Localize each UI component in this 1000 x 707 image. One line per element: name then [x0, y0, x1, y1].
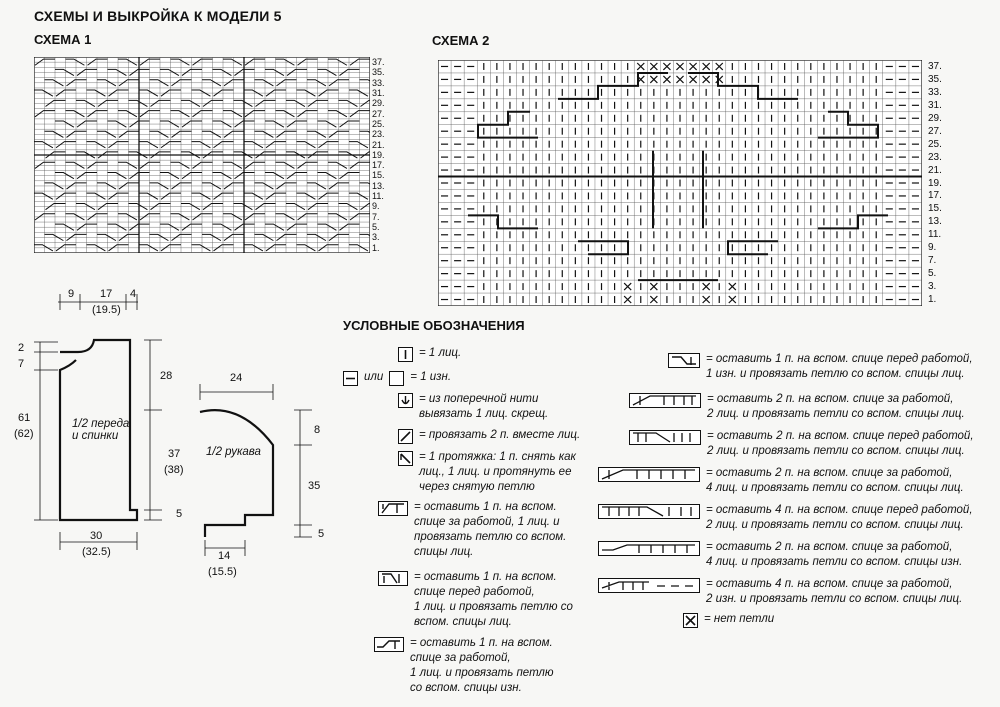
legend-no-stitch — [683, 612, 774, 628]
schema2-row-label: 37. — [928, 61, 942, 72]
schema2-row-label: 11. — [928, 229, 942, 241]
schema2-row-label: 29. — [928, 112, 942, 124]
schema1-row-label: 1. — [372, 242, 380, 253]
schema2-row-labels — [928, 60, 964, 306]
schema1-row-labels — [372, 57, 396, 253]
sleeve-dim-right-b: 35 — [308, 480, 321, 492]
schema1-row-label: 15. — [372, 170, 385, 181]
schema2-row-label: 31. — [928, 99, 942, 111]
schema2-row-label: 7. — [928, 255, 937, 267]
cross-2-front-2knit-icon — [629, 430, 701, 445]
schema1-row-label: 27. — [372, 108, 385, 119]
legend-cross4-front-text: = оставить 4 п. на вспом. спице перед работой, 2 лиц. и провязать петли со вспом. спицы лиц. — [706, 504, 973, 531]
dim-right-b-alt: (38) — [164, 464, 184, 476]
dim-top-b-alt: (19.5) — [92, 304, 121, 316]
cross-1-back-purl-icon — [374, 637, 404, 652]
legend-no-stitch-text: = нет петли — [704, 613, 775, 625]
legend-twisted-text: = из поперечной нити вывязать 1 лиц. скрещ. — [419, 393, 549, 420]
dim-right-c: 5 — [176, 508, 183, 520]
schema2-row-label: 21. — [928, 164, 942, 176]
dim-right-b: 37 — [168, 448, 181, 460]
legend-cross1-back-purl — [374, 636, 554, 696]
schema2-row-label: 19. — [928, 177, 942, 189]
dim-left-total: 61 — [18, 412, 31, 424]
dim-top-b: 17 — [100, 288, 113, 300]
schema1-row-label: 21. — [372, 139, 385, 150]
schema2-row-label: 13. — [928, 216, 942, 228]
schema1-row-label: 5. — [372, 222, 380, 233]
schema1-row-label: 23. — [372, 129, 385, 140]
schema2-row-label: 3. — [928, 281, 937, 293]
cross-2-back-4knit-icon — [598, 467, 700, 482]
schema2-row-label: 25. — [928, 138, 942, 150]
legend-k2tog — [398, 428, 580, 444]
legend-cross2-back-text: = оставить 2 п. на вспом. спице за работой, 2 лиц. и провязать петли со вспом. спицы лиц. — [707, 393, 965, 420]
schema1-row-label: 13. — [372, 180, 385, 191]
cross-4-back-2purl-icon — [598, 578, 700, 593]
dim-top-c: 4 — [130, 288, 137, 300]
legend-cross4-back-purl — [598, 577, 962, 607]
legend-cross2-back — [629, 392, 965, 422]
k2tog-icon — [398, 429, 413, 444]
sleeve-label: 1/2 рукава — [206, 446, 261, 458]
cross-4-front-2knit-icon — [598, 504, 700, 519]
dim-right-a: 28 — [160, 370, 173, 382]
legend-twisted — [398, 392, 548, 422]
sleeve-dim-right-c: 5 — [318, 528, 325, 540]
schema2-chart — [438, 60, 922, 306]
schema2-row-label: 1. — [928, 294, 937, 306]
pull-over-icon — [398, 451, 413, 466]
schema2-title: СХЕМА 2 — [432, 33, 490, 48]
sleeve-outline — [200, 410, 273, 537]
legend-cross1-back-knit-text: = оставить 1 п. на вспом. спице за работой, 1 лиц. и провязать петлю со вспом. спицы лиц. — [414, 501, 567, 558]
schema2-row-label: 23. — [928, 151, 942, 163]
twisted-knit-icon — [398, 393, 413, 408]
dim-left-total-alt: (62) — [14, 428, 34, 440]
no-stitch-icon — [683, 613, 698, 628]
cross-1-back-knit-icon — [378, 501, 408, 516]
schema1-grid — [34, 57, 370, 253]
schema1-row-label: 7. — [372, 211, 380, 222]
dim-left-a: 2 — [18, 342, 25, 354]
schema2-row-label: 17. — [928, 190, 942, 202]
legend-k2tog-text: = провязать 2 п. вместе лиц. — [419, 429, 581, 441]
page-title: СХЕМЫ И ВЫКРОЙКА К МОДЕЛИ 5 — [34, 8, 282, 24]
legend-cross1-front-purl — [668, 352, 973, 382]
schema2-row-label: 35. — [928, 73, 942, 85]
knit-stitch-icon — [398, 347, 413, 362]
schema1-row-label: 31. — [372, 87, 385, 98]
schema1-row-label: 9. — [372, 201, 380, 212]
schema1-row-label: 17. — [372, 160, 385, 171]
legend-cross2-back-purl — [598, 540, 962, 570]
schema1-row-label: 29. — [372, 98, 385, 109]
legend-pullover-text: = 1 протяжка: 1 п. снять как лиц., 1 лиц. и протянуть ее через снятую петлю — [419, 451, 576, 493]
legend-title: УСЛОВНЫЕ ОБОЗНАЧЕНИЯ — [343, 318, 525, 333]
schema2-row-label: 27. — [928, 125, 942, 137]
legend-cross4-front — [598, 503, 973, 533]
dim-left-b: 7 — [18, 358, 25, 370]
schema1-title: СХЕМА 1 — [34, 32, 92, 47]
schema1-row-label: 33. — [372, 77, 385, 88]
schema1-chart — [34, 57, 370, 253]
cross-1-front-knit-icon — [378, 571, 408, 586]
legend-cross2-front-text: = оставить 2 п. на вспом. спице перед работой, 2 лиц. и провязать петли со вспом. спицы лиц. — [707, 430, 974, 457]
schema1-row-label: 35. — [372, 67, 385, 78]
schema2-row-label: 5. — [928, 268, 937, 280]
sleeve-dim-right-a: 8 — [314, 424, 321, 436]
schema2-grid — [438, 60, 922, 306]
legend-cross4-back-purl-text: = оставить 4 п. на вспом. спице за работой, 2 изн. и провязать петли со вспом. спицы лиц. — [706, 578, 963, 605]
legend-purl-text: = 1 изн. — [410, 371, 452, 383]
legend-cross2-back-4-text: = оставить 2 п. на вспом. спице за работой, 4 лиц. и провязать петли со вспом. спицы лиц. — [706, 467, 964, 494]
empty-stitch-icon — [389, 371, 404, 386]
legend-cross2-back-purl-text: = оставить 2 п. на вспом. спице за работой, 4 лиц. и провязать петли со вспом. спицы изн. — [706, 541, 963, 568]
schema1-row-label: 37. — [372, 57, 385, 67]
cross-2-back-4knit-purl-icon — [598, 541, 700, 556]
legend-cross1-back-knit — [378, 500, 566, 560]
legend-knit-text: = 1 лиц. — [419, 347, 462, 359]
cross-2-back-2knit-icon — [629, 393, 701, 408]
legend-cross2-back-4 — [598, 466, 964, 496]
schema2-row-label: 15. — [928, 203, 942, 215]
dim-bottom-alt: (32.5) — [82, 546, 111, 558]
schema1-row-label: 3. — [372, 232, 380, 243]
legend-knit — [398, 346, 461, 362]
schema2-row-label: 33. — [928, 86, 942, 98]
sleeve-dim-bottom: 14 — [218, 550, 231, 562]
legend-cross1-front-knit — [378, 570, 573, 630]
legend-cross2-front — [629, 429, 974, 459]
sleeve-dim-top: 24 — [230, 372, 243, 384]
legend-pullover — [398, 450, 576, 495]
schema2-row-label: 9. — [928, 242, 937, 254]
schema1-row-label: 11. — [372, 191, 384, 202]
schema1-row-label: 19. — [372, 149, 385, 160]
legend-cross1-front-knit-text: = оставить 1 п. на вспом. спице перед работой, 1 лиц. и провязать петлю со вспом. спицы лиц. — [414, 571, 573, 628]
sleeve-dim-bottom-alt: (15.5) — [208, 566, 237, 578]
legend-or-text: или — [364, 371, 384, 383]
schema1-row-label: 25. — [372, 118, 385, 129]
legend-cross1-back-purl-text: = оставить 1 п. на вспом. спице за работой, 1 лиц. и провязать петлю со вспом. спицы изн. — [410, 637, 554, 694]
pattern-pieces — [0, 280, 360, 580]
cross-1-front-purl-icon — [668, 353, 700, 368]
front-back-label: 1/2 переда и спинки — [72, 418, 130, 442]
dim-bottom: 30 — [90, 530, 103, 542]
dim-top-a: 9 — [68, 288, 75, 300]
legend-cross1-front-purl-text: = оставить 1 п. на вспом. спице перед работой, 1 изн. и провязать петлю со вспом. спицы лиц. — [706, 353, 973, 380]
